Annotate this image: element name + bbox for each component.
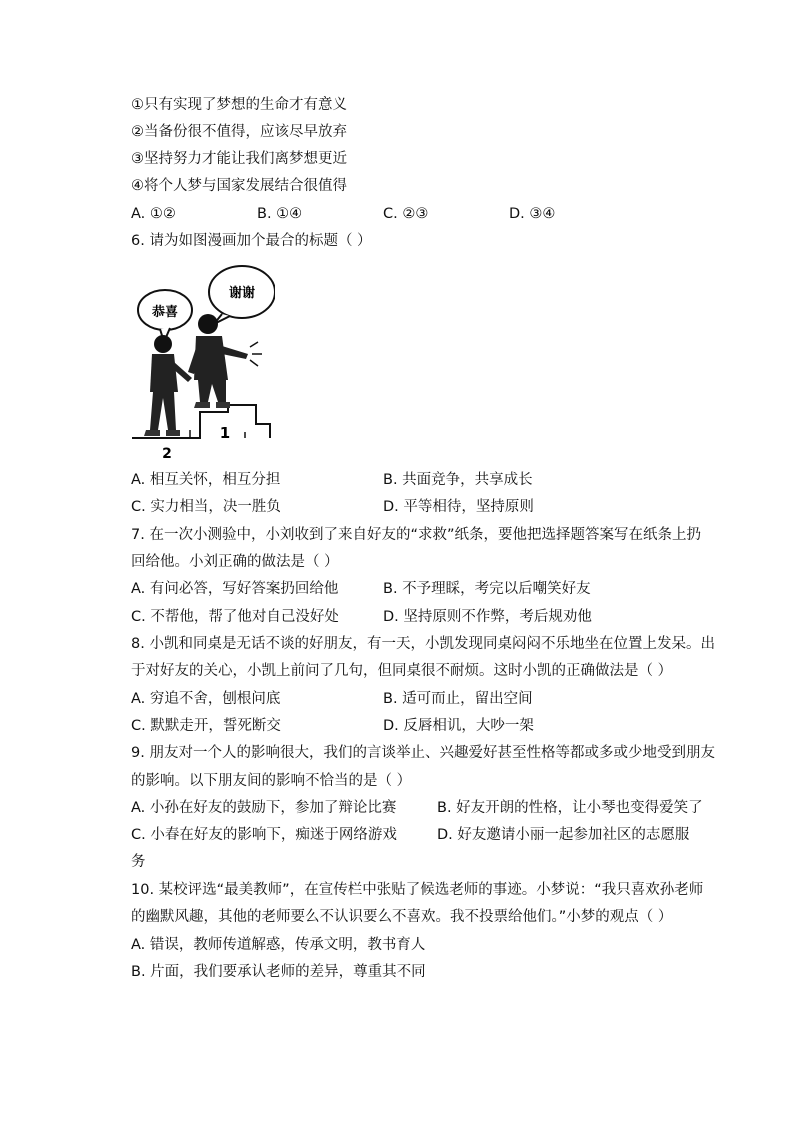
- q5-option-b: B. ①④: [257, 206, 303, 222]
- q6-option-b: B. 共面竞争，共享成长: [383, 472, 533, 488]
- q6-option-d: D. 平等相待，坚持原则: [383, 499, 534, 515]
- q5-option-d: D. ③④: [509, 206, 556, 222]
- q9-option-d: D. 好友邀请小丽一起参加社区的志愿服: [437, 827, 690, 843]
- q5-option-a: A. ①②: [131, 206, 176, 222]
- q6-option-c: C. 实力相当，决一胜负: [131, 499, 281, 515]
- q8-stem-line-2: 于对好友的关心，小凯上前问了几句，但同桌很不耐烦。这时小凯的正确做法是（ ）: [131, 663, 673, 679]
- q7-option-d: D. 坚持原则不作弊，考后规劝他: [383, 609, 592, 625]
- q7-option-b: B. 不予理睬，考完以后嘲笑好友: [383, 581, 591, 597]
- bubble-right-text: 谢谢: [228, 286, 256, 301]
- q8-stem-line-1: 8. 小凯和同桌是无话不谈的好朋友，有一天，小凯发现同桌闷闷不乐地坐在位置上发呆。出: [131, 636, 715, 652]
- q8-option-a: A. 穷追不舍，刨根问底: [131, 691, 281, 707]
- q8-option-d: D. 反唇相讥，大吵一架: [383, 718, 534, 734]
- q9-option-b: B. 好友开朗的性格，让小琴也变得爱笑了: [437, 800, 703, 816]
- q7-stem-line-2: 回给他。小刘正确的做法是（ ）: [131, 554, 339, 570]
- q6-option-a: A. 相互关怀，相互分担: [131, 472, 281, 488]
- q10-stem-line-2: 的幽默风趣，其他的老师要么不认识要么不喜欢。我不投票给他们。”小梦的观点（ ）: [131, 909, 673, 925]
- q5-statement-1: ①只有实现了梦想的生命才有意义: [131, 97, 347, 113]
- bubble-left-text: 恭喜: [151, 305, 179, 320]
- q8-option-c: C. 默默走开，誓死断交: [131, 718, 281, 734]
- label-right: 1: [219, 424, 231, 442]
- figure-left: [144, 335, 192, 436]
- q10-option-a: A. 错误，教师传道解惑，传承文明，教书育人: [131, 937, 426, 953]
- q9-stem-line-1: 9. 朋友对一个人的影响很大，我们的言谈举止、兴趣爱好甚至性格等都或多或少地受到朋友: [131, 745, 715, 761]
- q7-option-a: A. 有问必答，写好答案扔回给他: [131, 581, 339, 597]
- q7-option-c: C. 不帮他，帮了他对自己没好处: [131, 609, 339, 625]
- q7-stem-line-1: 7. 在一次小测验中，小刘收到了来自好友的“求救”纸条，要他把选择题答案写在纸条上扔: [131, 527, 701, 543]
- q9-option-c: C. 小春在好友的影响下，痴迷于网络游戏: [131, 827, 397, 843]
- q8-option-b: B. 适可而止，留出空间: [383, 691, 533, 707]
- q6-stem: 6. 请为如图漫画加个最合的标题（ ）: [131, 233, 372, 249]
- q10-option-b: B. 片面，我们要承认老师的差异，尊重其不同: [131, 964, 426, 980]
- q10-stem-line-1: 10. 某校评选“最美教师”，在宣传栏中张贴了候选老师的事迹。小梦说：“我只喜欢孙老师: [131, 882, 704, 898]
- q9-stem-line-2: 的影响。以下朋友间的影响不恰当的是（ ）: [131, 773, 412, 789]
- label-left: 2: [162, 446, 172, 462]
- cartoon-image: [130, 262, 275, 462]
- q5-option-c: C. ②③: [383, 206, 429, 222]
- figure-right: [188, 314, 262, 408]
- q9-option-d-wrap: 务: [131, 854, 146, 870]
- q9-option-a: A. 小孙在好友的鼓励下，参加了辩论比赛: [131, 800, 397, 816]
- q5-statement-4: ④将个人梦与国家发展结合很值得: [131, 178, 347, 194]
- q5-statement-2: ②当备份很不值得，应该尽早放弃: [131, 124, 347, 140]
- q5-statement-3: ③坚持努力才能让我们离梦想更近: [131, 151, 347, 167]
